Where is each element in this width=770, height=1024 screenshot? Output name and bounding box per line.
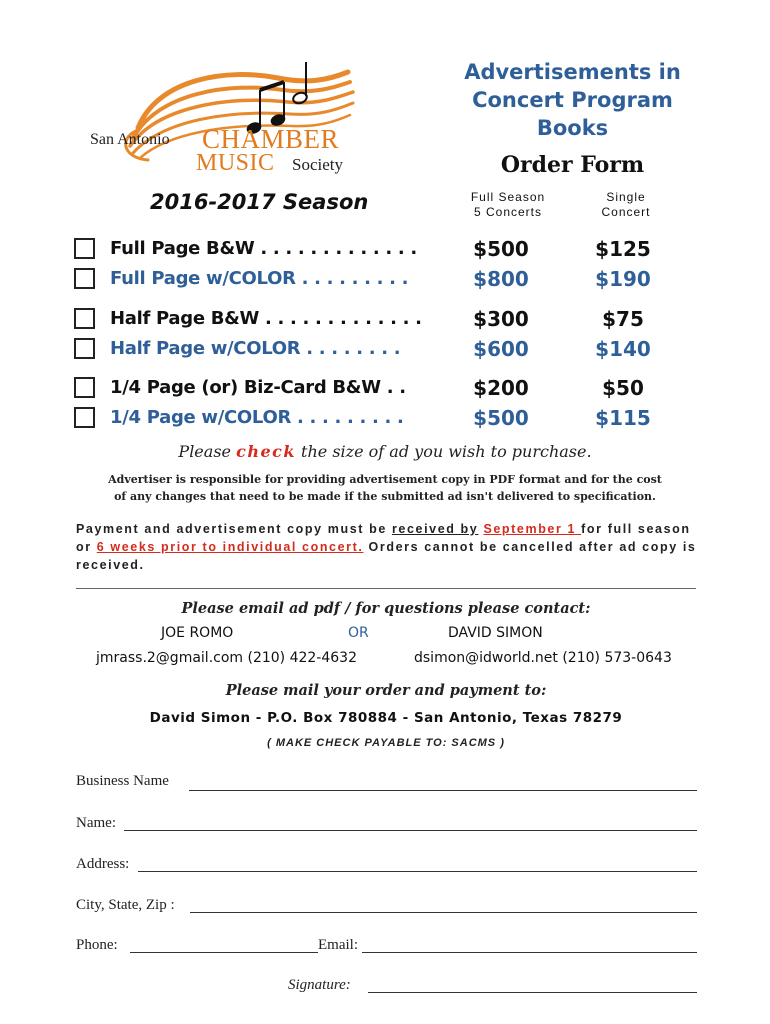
order-form-heading: Order Form [500, 152, 645, 178]
full-season-label: Full Season [470, 190, 546, 204]
contact-name-2: DAVID SIMON [448, 625, 543, 641]
section-divider [76, 588, 696, 589]
contact-email-1[interactable]: jmrass.2@gmail.com (210) 422-4632 [96, 650, 357, 666]
contact-heading: Please email ad pdf / for questions please contact: [181, 600, 591, 617]
full-season-price: $200 [473, 376, 529, 400]
half-page-color-checkbox[interactable] [74, 338, 95, 359]
deadline-text: Orders cannot be cancelled after ad copy is received. [76, 540, 697, 572]
title-line-3: Books [536, 116, 609, 140]
phone-field[interactable] [130, 952, 318, 953]
address-field[interactable] [138, 871, 697, 872]
quarter-page-bw-checkbox[interactable] [74, 377, 95, 398]
logo-san-antonio: San Antonio [90, 131, 170, 148]
deadline-received-by: received by [391, 522, 479, 536]
five-concerts-label: 5 Concerts [473, 205, 543, 219]
concert-label: Concert [601, 205, 651, 219]
address-label: Address: [76, 856, 130, 872]
single-concert-price: $140 [595, 337, 651, 361]
full-season-price: $600 [473, 337, 529, 361]
check-text-pre: Please [178, 442, 237, 461]
quarter-page-color-checkbox[interactable] [74, 407, 95, 428]
name-field[interactable] [124, 830, 697, 831]
deadline-text: for full season or [76, 522, 691, 554]
single-concert-price: $75 [602, 307, 644, 331]
mail-address: David Simon - P.O. Box 780884 - San Antonio, Texas 78279 [149, 710, 623, 726]
ad-option-row [0, 266, 770, 296]
check-word: check [236, 442, 296, 461]
city-state-zip-label: City, State, Zip : [76, 897, 175, 913]
responsibility-line-1: Advertiser is responsible for providing advertisement copy in PDF format and for the cost [108, 473, 662, 486]
ad-option-row [0, 336, 770, 366]
payable-note: ( MAKE CHECK PAYABLE TO: SACMS ) [267, 737, 505, 749]
item-label: Full Page B&W . . . . . . . . . . . . . [110, 238, 417, 259]
deadline-weeks: 6 weeks prior to individual concert. [96, 540, 364, 554]
full-season-price: $800 [473, 267, 529, 291]
season-heading: 2016-2017 Season [150, 190, 369, 214]
full-season-price: $500 [473, 237, 529, 261]
deadline-date: September 1 [483, 522, 582, 536]
full-season-price: $500 [473, 406, 529, 430]
item-label: Half Page w/COLOR . . . . . . . . [110, 338, 401, 359]
ad-option-row [0, 376, 770, 406]
contact-email-2[interactable]: dsimon@idworld.net (210) 573-0643 [414, 650, 672, 666]
logo-music: MUSIC [196, 150, 275, 176]
logo-society: Society [292, 155, 343, 174]
item-label: 1/4 Page (or) Biz-Card B&W . . [110, 377, 406, 398]
page-title [440, 58, 705, 142]
title-line-2: Concert Program [472, 88, 673, 112]
item-label: 1/4 Page w/COLOR . . . . . . . . . [110, 407, 404, 428]
ad-option-row [0, 306, 770, 336]
signature-label: Signature: [288, 977, 351, 993]
single-concert-price: $50 [602, 376, 644, 400]
business-name-field[interactable] [189, 790, 697, 791]
deadline-note [76, 520, 704, 574]
full-season-price: $300 [473, 307, 529, 331]
single-concert-price: $125 [595, 237, 651, 261]
contact-or: OR [348, 625, 369, 641]
single-concert-price: $115 [595, 406, 651, 430]
ad-option-row [0, 236, 770, 266]
responsibility-line-2: of any changes that need to be made if the submitted ad isn't delivered to specification. [114, 490, 656, 503]
half-page-bw-checkbox[interactable] [74, 308, 95, 329]
full-season-column-header [443, 190, 573, 220]
check-instruction [40, 442, 730, 461]
business-name-label: Business Name [76, 773, 169, 789]
contact-name-1: JOE ROMO [161, 625, 234, 641]
name-label: Name: [76, 815, 116, 831]
email-label: Email: [318, 937, 358, 953]
city-state-zip-field[interactable] [190, 912, 697, 913]
deadline-text: Payment and advertisement copy must be [76, 522, 392, 536]
email-field[interactable] [362, 952, 697, 953]
responsibility-note [60, 471, 710, 505]
phone-label: Phone: [76, 937, 118, 953]
signature-field[interactable] [368, 992, 697, 993]
item-label: Half Page B&W . . . . . . . . . . . . . [110, 308, 422, 329]
title-line-1: Advertisements in [464, 60, 681, 84]
single-label: Single [606, 190, 646, 204]
check-text-post: the size of ad you wish to purchase. [295, 442, 592, 461]
full-page-bw-checkbox[interactable] [74, 238, 95, 259]
item-label: Full Page w/COLOR . . . . . . . . . [110, 268, 409, 289]
mail-heading: Please mail your order and payment to: [225, 682, 547, 699]
full-page-color-checkbox[interactable] [74, 268, 95, 289]
ad-option-row [0, 406, 770, 436]
single-concert-price: $190 [595, 267, 651, 291]
single-concert-column-header [561, 190, 691, 220]
logo-chamber: CHAMBER [202, 124, 340, 154]
